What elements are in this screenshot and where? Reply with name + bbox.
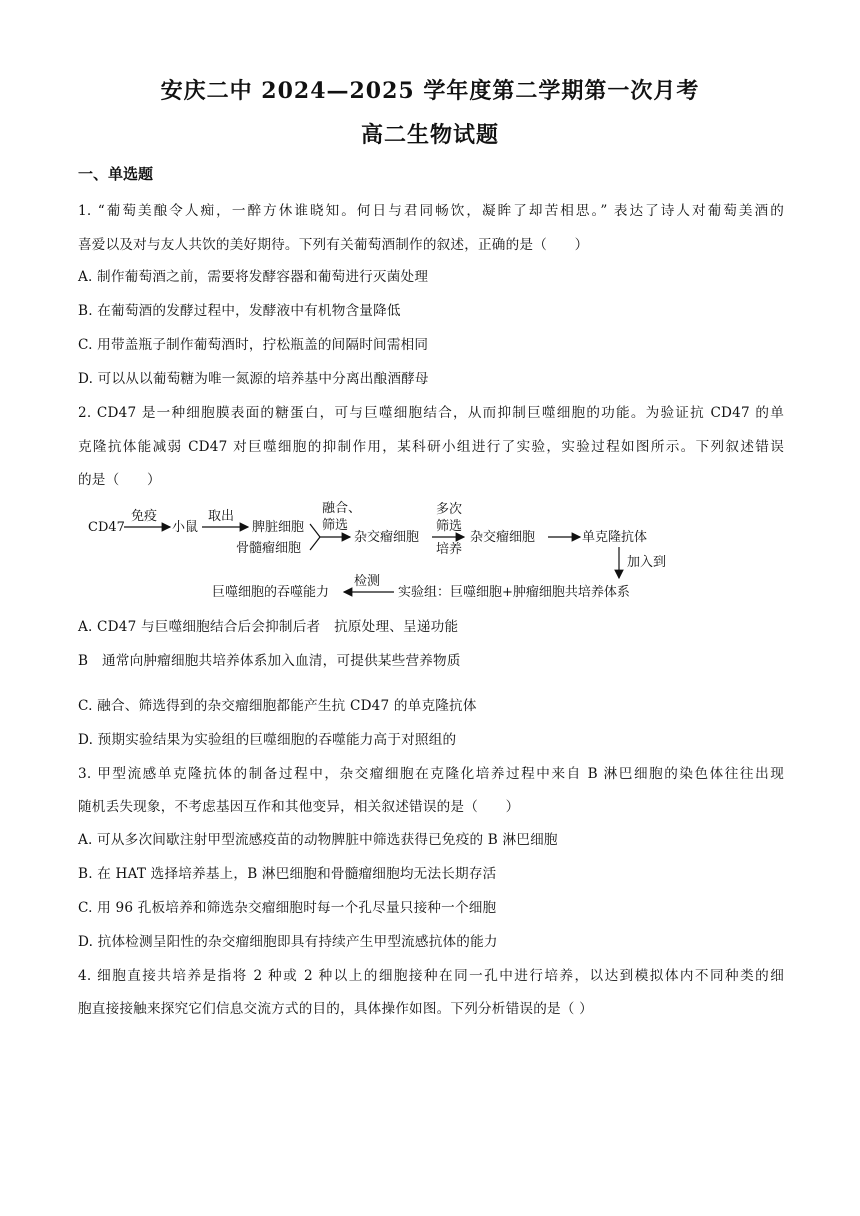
q1-stem-line2: 喜爱以及对与友人共饮的美好期待。下列有关葡萄酒制作的叙述，正确的是（ ） — [78, 237, 589, 253]
node-cd47: CD47 — [88, 520, 125, 535]
node-myeloma-cells: 骨髓瘤细胞 — [236, 541, 302, 556]
label-add-to: 加入到 — [627, 555, 667, 570]
q2-option-c: C. 融合、筛选得到的杂交瘤细胞都能产生抗 CD47 的单克隆抗体 — [78, 698, 477, 714]
exam-title: 安庆二中 2024—2025 学年度第二学期第一次月考 — [160, 78, 700, 104]
q2-option-a: A. CD47 与巨噬细胞结合后会抑制后者 抗原处理、呈递功能 — [78, 619, 459, 635]
q4-stem-line1: 4. 细胞直接共培养是指将 2 种或 2 种以上的细胞接种在同一孔中进行培养，以达到模拟体内不同种类的细 — [78, 968, 784, 984]
node-hybridoma-1: 杂交瘤细胞 — [354, 530, 420, 545]
q3-option-b: B. 在 HAT 选择培养基上，B 淋巴细胞和骨髓瘤细胞均无法长期存活 — [78, 866, 497, 882]
q2-flow-diagram — [84, 500, 674, 608]
node-hybridoma-2: 杂交瘤细胞 — [470, 530, 536, 545]
label-fuse-bottom: 筛选 — [322, 518, 349, 533]
label-multi-bottom: 培养 — [436, 542, 463, 557]
q1-option-a: A. 制作葡萄酒之前，需要将发酵容器和葡萄进行灭菌处理 — [78, 269, 429, 285]
q2-stem-line1: 2. CD47 是一种细胞膜表面的糖蛋白，可与巨噬细胞结合，从而抑制巨噬细胞的功能。为验证抗 CD47 的单 — [78, 405, 784, 421]
label-multi-mid: 筛选 — [436, 519, 463, 534]
q3-option-c: C. 用 96 孔板培养和筛选杂交瘤细胞时每一个孔尽量只接种一个细胞 — [78, 900, 497, 916]
q3-option-d: D. 抗体检测呈阳性的杂交瘤细胞即具有持续产生甲型流感抗体的能力 — [78, 934, 498, 950]
label-multi-top: 多次 — [436, 502, 463, 517]
label-extract: 取出 — [208, 509, 235, 524]
node-spleen-cells: 脾脏细胞 — [252, 520, 305, 535]
node-monoclonal-antibody: 单克隆抗体 — [582, 530, 648, 545]
exam-subtitle: 高二生物试题 — [360, 122, 499, 148]
section-heading: 一、单选题 — [78, 165, 154, 183]
node-mouse: 小鼠 — [172, 520, 199, 535]
node-phagocytosis-ability: 巨噬细胞的吞噬能力 — [212, 585, 330, 600]
q1-option-c: C. 用带盖瓶子制作葡萄酒时，拧松瓶盖的间隔时间需相同 — [78, 337, 429, 353]
q2-stem-line2: 克隆抗体能减弱 CD47 对巨噬细胞的抑制作用，某科研小组进行了实验，实验过程如图所示。下列叙述错误 — [78, 439, 784, 455]
label-fuse-top: 融合、 — [322, 501, 362, 516]
q3-option-a: A. 可从多次间歇注射甲型流感疫苗的动物脾脏中筛选获得已免疫的 B 淋巴细胞 — [78, 832, 558, 848]
q2-option-d: D. 预期实验结果为实验组的巨噬细胞的吞噬能力高于对照组的 — [78, 732, 457, 748]
q2-stem-line3: 的是（ ） — [78, 472, 161, 488]
q1-option-b: B. 在葡萄酒的发酵过程中，发酵液中有机物含量降低 — [78, 303, 401, 319]
q3-stem-line1: 3. 甲型流感单克隆抗体的制备过程中，杂交瘤细胞在克隆化培养过程中来自 B 淋巴细胞的染色体往往出现 — [78, 766, 784, 782]
q4-stem-line2: 胞直接接触来探究它们信息交流方式的目的，具体操作如图。下列分析错误的是（ ） — [78, 1001, 593, 1017]
label-immunize: 免疫 — [131, 509, 158, 524]
q1-option-d: D. 可以从以葡萄糖为唯一氮源的培养基中分离出酿酒酵母 — [78, 371, 429, 387]
q1-stem-line1: 1. “葡萄美酿令人痴，一醉方休谁晓知。何日与君同畅饮，凝眸了却苦相思。” 表达了诗人对葡萄美酒的 — [78, 203, 784, 219]
label-detect: 检测 — [354, 574, 381, 589]
node-experiment-group: 实验组：巨噬细胞+肿瘤细胞共培养体系 — [398, 585, 630, 600]
q2-option-b: B 通常向肿瘤细胞共培养体系加入血清，可提供某些营养物质 — [78, 653, 461, 669]
q3-stem-line2: 随机丢失现象，不考虑基因互作和其他变异，相关叙述错误的是（ ） — [78, 799, 520, 815]
merge-bracket — [310, 524, 320, 550]
